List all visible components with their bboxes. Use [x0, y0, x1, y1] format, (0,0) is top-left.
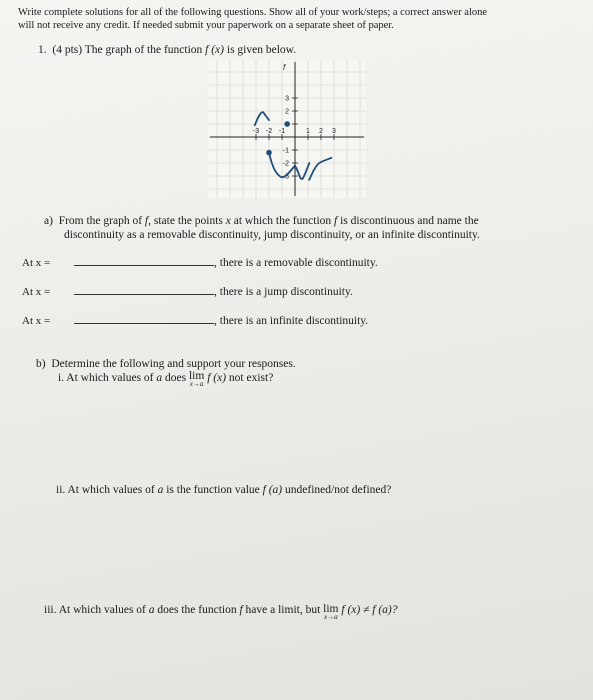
- x-tick-label: 1: [306, 128, 310, 135]
- y-tick-label: -3: [282, 173, 289, 181]
- part-b-question-iii: [44, 604, 398, 621]
- part-b-ii-end: undefined/not defined?: [282, 484, 392, 496]
- question-1-text: The graph of the function: [84, 44, 206, 56]
- part-b-prompt: [36, 357, 296, 388]
- answer-row-text: , there is a removable discontinuity.: [214, 257, 378, 269]
- part-a-line1-f2: f: [334, 215, 338, 227]
- instructions-line-2: will not receive any credit. If needed submit your paperwork on a separate sheet of paper.: [18, 20, 394, 31]
- answer-row-infinite: [22, 314, 368, 327]
- part-a-line1-mid: , state the points: [148, 215, 226, 227]
- part-b-iii-mid2: have a limit, but: [242, 604, 324, 616]
- answer-row-text: , there is an infinite discontinuity.: [214, 315, 369, 327]
- instructions: [18, 6, 487, 32]
- answer-row-removable: [22, 256, 378, 269]
- part-b-i-fx: f (x): [207, 372, 227, 384]
- part-a-line1-end: is discontinuous and name the: [337, 215, 479, 227]
- x-tick-label: -2: [265, 128, 273, 135]
- question-1-text-end: is given below.: [224, 44, 297, 56]
- part-b-iii-f: f: [239, 604, 243, 616]
- part-b-question-ii: [56, 484, 391, 496]
- part-b-line1: Determine the following and support your responses.: [51, 358, 296, 370]
- question-1-number: 1.: [38, 44, 47, 56]
- graph-point: [267, 150, 272, 155]
- part-b-iii-a: a: [148, 604, 155, 616]
- part-a-label: a): [44, 215, 53, 227]
- part-a-line1-mid2: at which the function: [230, 215, 335, 227]
- y-tick-label: -1: [282, 147, 289, 155]
- limit-expression-iii: [323, 604, 338, 621]
- function-graph: [208, 60, 366, 198]
- x-tick-label: -3: [252, 128, 260, 135]
- instructions-line-1: Write complete solutions for all of the following questions. Show all of your work/steps; a correct answer alone: [18, 7, 488, 18]
- question-1-prompt: [38, 44, 296, 56]
- part-b-i-pre: i. At which values of: [58, 372, 157, 384]
- answer-blank-jump[interactable]: [74, 285, 214, 295]
- part-b-i-end: not exist?: [226, 372, 274, 384]
- question-1-points: (4 pts): [52, 44, 83, 56]
- y-tick-label: -2: [282, 160, 289, 168]
- part-b-iii-mid: does the function: [154, 604, 240, 616]
- part-b-ii-a: a: [157, 484, 164, 496]
- limit-subscript: x→a: [189, 380, 204, 388]
- part-a-prompt: [44, 214, 480, 242]
- answer-row-at: At x =: [22, 257, 51, 269]
- question-1-func: f (x): [205, 44, 224, 56]
- part-b-label: b): [36, 358, 46, 370]
- x-tick-label: 3: [332, 128, 336, 135]
- part-b-ii-pre: ii. At which values of: [56, 484, 158, 496]
- x-tick-label: 2: [319, 128, 323, 135]
- part-a-line2: discontinuity as a removable discontinuity, jump discontinuity, or an infinite discontinuity.: [64, 229, 480, 241]
- limit-word-iii: lim: [323, 603, 339, 615]
- answer-row-jump: [22, 285, 353, 298]
- part-b-iii-pre: iii. At which values of: [44, 604, 149, 616]
- answer-row-at: At x =: [22, 286, 51, 298]
- answer-row-text: , there is a jump discontinuity.: [214, 286, 353, 298]
- x-tick-label: -1: [278, 128, 286, 135]
- y-tick-label: 3: [285, 95, 289, 103]
- answer-blank-infinite[interactable]: [74, 314, 214, 324]
- part-a-line1-f: f: [144, 215, 149, 227]
- limit-expression: [189, 371, 204, 388]
- y-tick-label: 2: [285, 108, 289, 116]
- part-a-line1-x: x: [225, 215, 231, 227]
- part-b-question-i: [36, 371, 296, 388]
- part-a-line1-pre: From the graph of: [58, 215, 145, 227]
- part-b-i-mid: does: [162, 372, 189, 384]
- part-b-iii-expr: f (x) ≠ f (a)?: [341, 604, 398, 616]
- answer-row-at: At x =: [22, 315, 51, 327]
- part-b-ii-mid: is the function value: [163, 484, 263, 496]
- limit-word: lim: [188, 370, 205, 382]
- part-b-i-a: a: [156, 372, 163, 384]
- limit-subscript-iii: x→a: [324, 613, 338, 621]
- part-b-ii-fa: f (a): [262, 484, 283, 496]
- graph-y-label: f: [283, 63, 286, 72]
- answer-blank-removable[interactable]: [74, 256, 214, 266]
- graph-point: [285, 122, 290, 127]
